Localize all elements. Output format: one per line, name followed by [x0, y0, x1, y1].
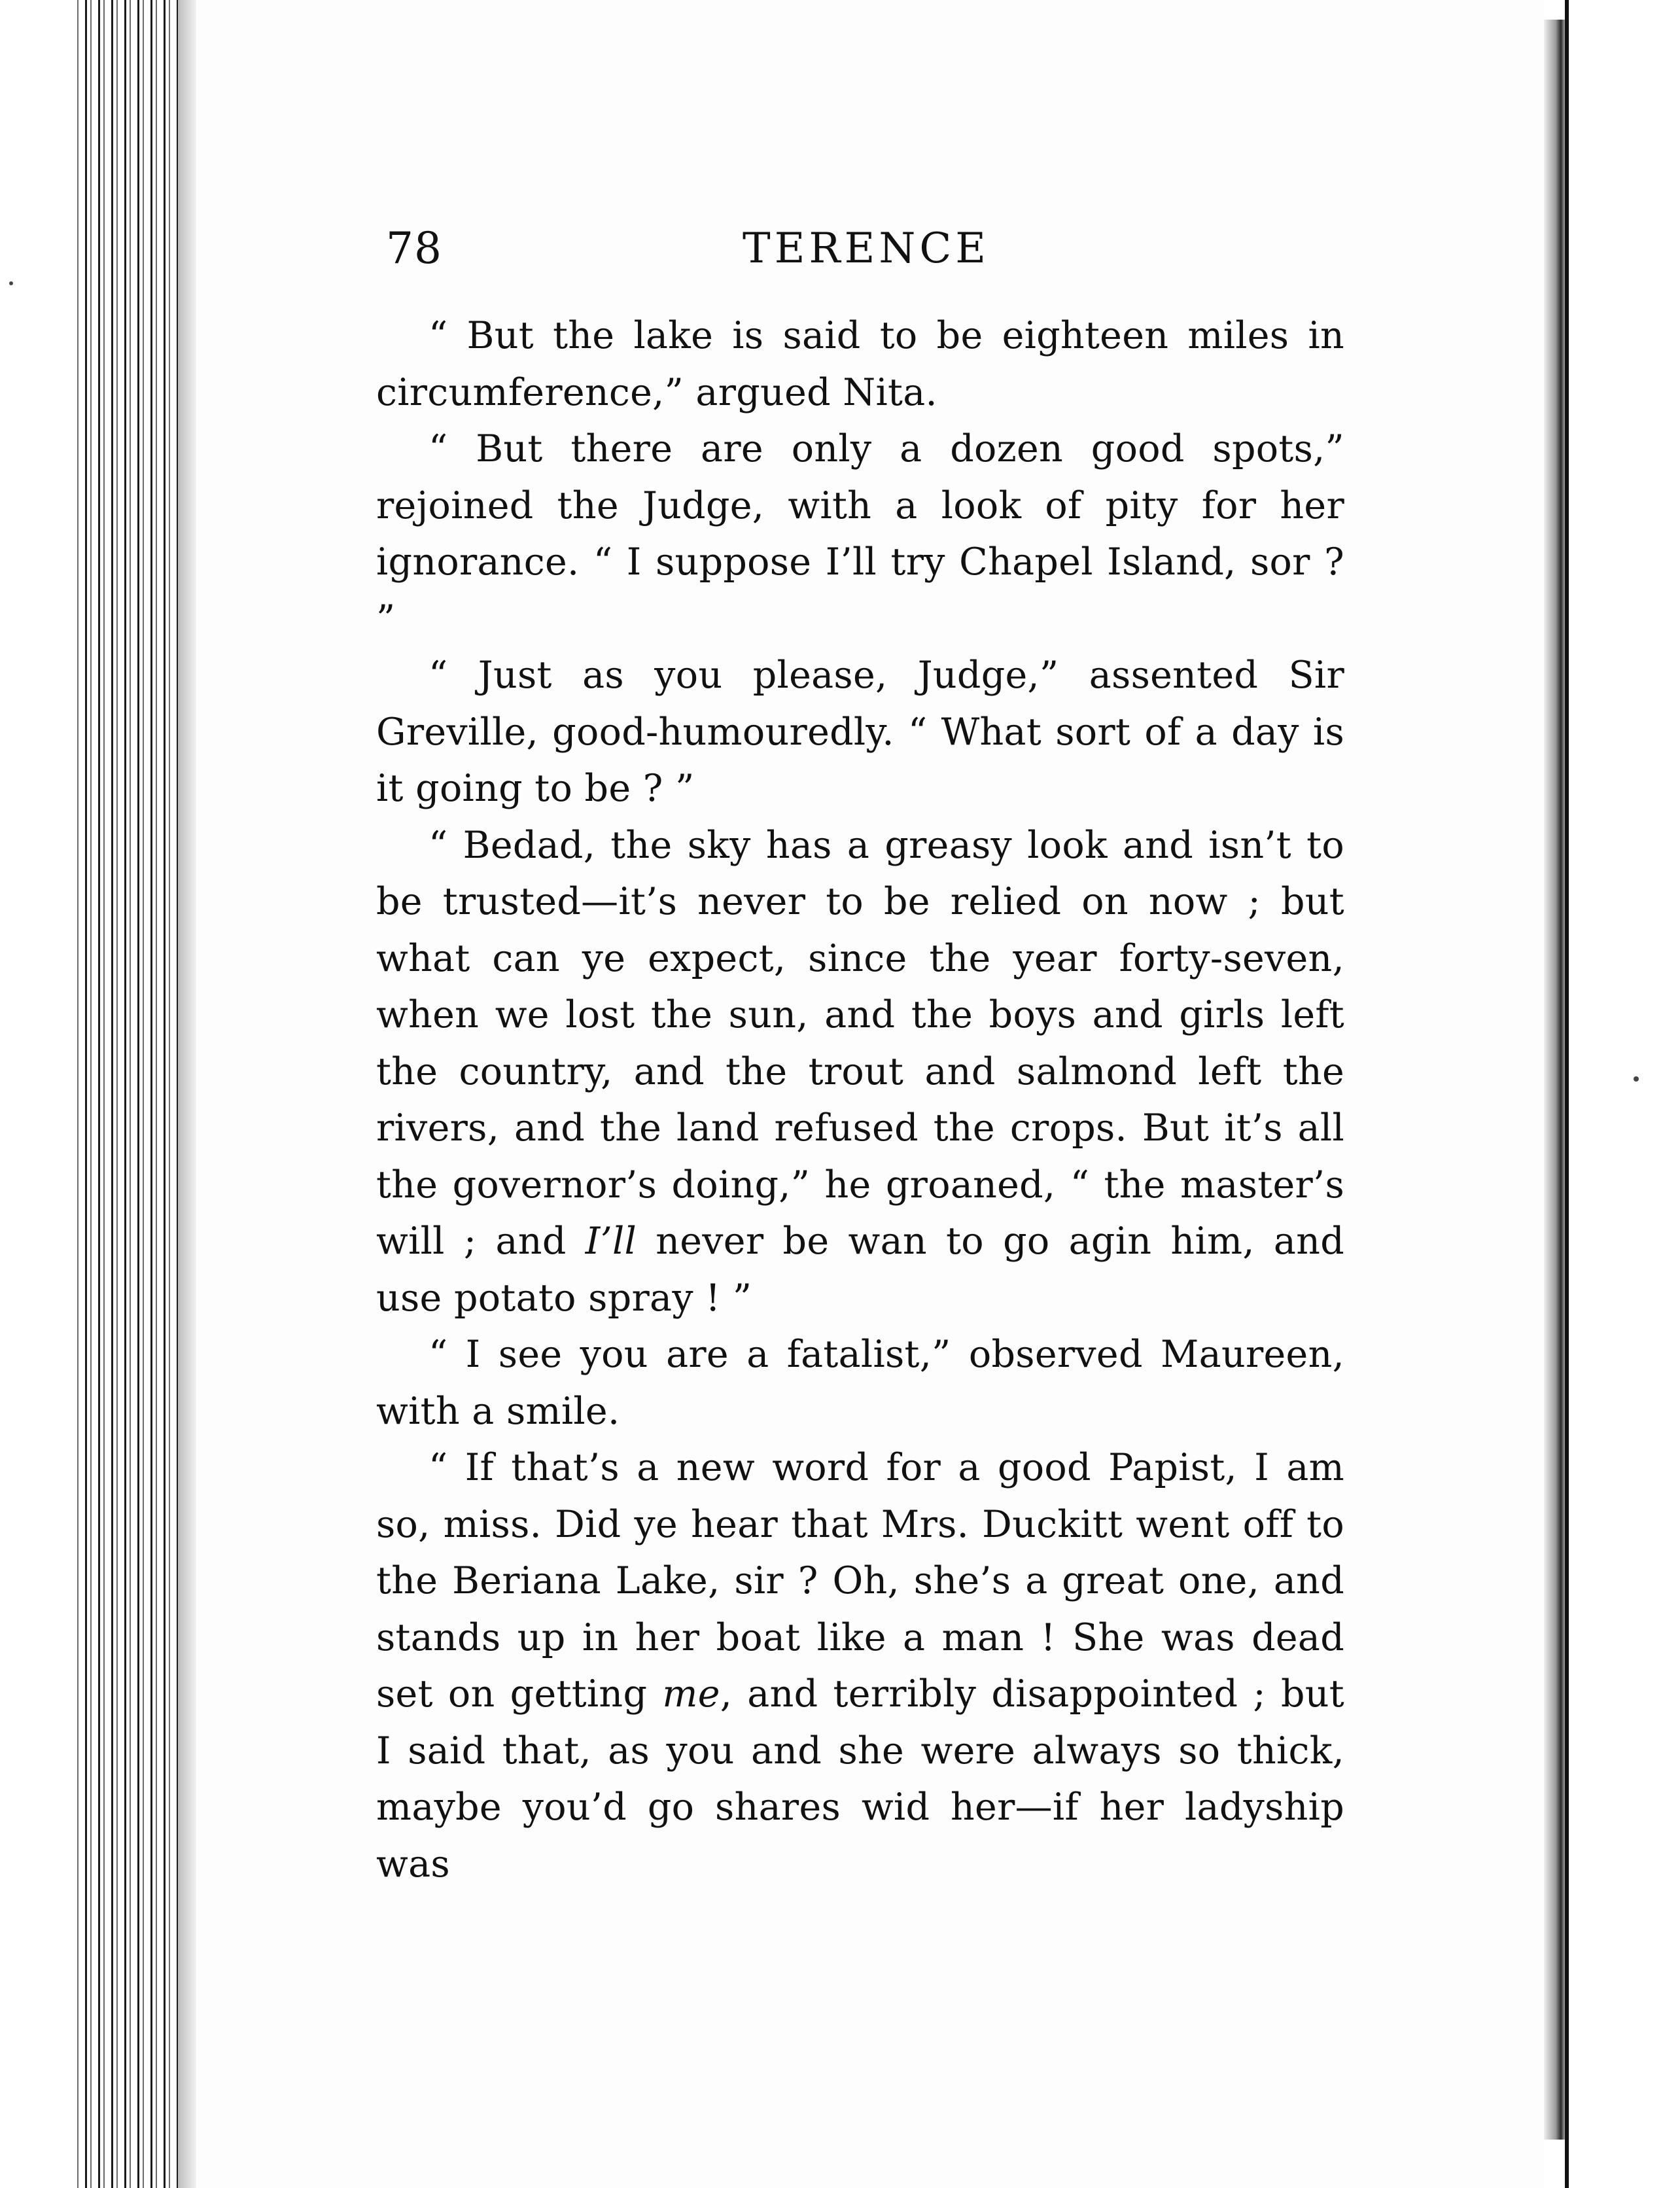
scan-speck	[1634, 1076, 1639, 1082]
paragraph-text: never be wan to go agin him, and use potato spray ! ”	[376, 1220, 1344, 1320]
scan-border	[1565, 0, 1569, 2188]
paragraph: “ But there are only a dozen good spots,” rejoined the Judge, with a look of pity for her ignorance. “ I suppose I’ll try Chapel Island, sor ? ”	[376, 427, 1344, 641]
paragraph: “ But the lake is said to be eighteen miles in circumference,” argued Nita.	[376, 314, 1344, 414]
paragraph	[376, 1439, 1344, 1892]
emphasis: me	[662, 1672, 720, 1716]
page-number: 78	[386, 223, 442, 274]
paragraph	[376, 817, 1344, 1327]
paragraph-text: “ Bedad, the sky has a greasy look and isn’t to be trusted—it’s never to be relied on now ; but what can ye expect, since the year forty-seven, when we lost the sun, and the boys and girls left the country, and the trout and salmond left the rivers, and the land refused the crops. But it’s all the governor’s doing,” he groaned, “ the master’s will ; and	[376, 823, 1344, 1263]
paragraph-text: , and terribly disappointed ; but I said that, as you and she were always so thick, maybe you’d go shares wid her—if her ladyship was	[376, 1672, 1345, 1886]
paragraph: “ I see you are a fatalist,” observed Maureen, with a smile.	[376, 1333, 1344, 1433]
body-text	[376, 308, 1344, 1892]
emphasis: I’ll	[585, 1220, 637, 1263]
paragraph-text: “ If that’s a new word for a good Papist, I am so, miss. Did ye hear that Mrs. Duckitt went off to the Beriana Lake, sir ? Oh, she’s a great one, and stands up in her boat like a man ! She was dead set on getting	[376, 1446, 1344, 1716]
paragraph: “ Just as you please, Judge,” assented Sir Greville, good-humouredly. “ What sort of a day is it going to be ? ”	[376, 654, 1344, 810]
scan-speck	[9, 281, 13, 285]
running-head	[386, 219, 1668, 278]
running-title: TERENCE	[743, 224, 990, 273]
book-page-edges	[0, 0, 196, 2188]
